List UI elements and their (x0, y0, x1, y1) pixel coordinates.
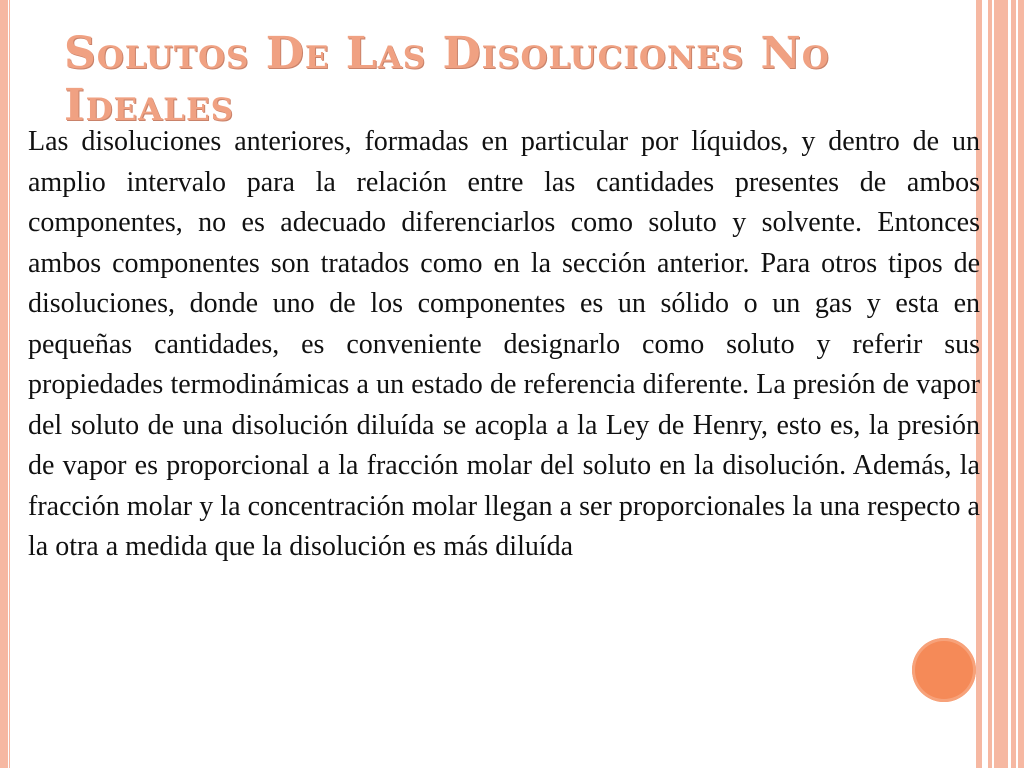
border-stripe (988, 0, 992, 768)
slide-body-text: Las disoluciones anteriores, formadas en particular por líquidos, y dentro de un amplio intervalo para la relación entre las cantidades presentes de ambos componentes, no es adecuado diferenciarlos como soluto y solvente. Entonces ambos componentes son tratados como en la sección anterior. Para otros tipos de disoluciones, donde uno de los componentes es un sólido o un gas y esta en pequeñas cantidades, es conveniente designarlo como soluto y referir sus propiedades termodinámicas a un estado de referencia diferente. La presión de vapor del soluto de una disolución diluída se acopla a la Ley de Henry, esto es, la presión de vapor es proporcional a la fracción molar del soluto en la disolución. Además, la fracción molar y la concentración molar llegan a ser proporcionales la una respecto a la otra a medida que la disolución es más diluída (28, 126, 980, 562)
right-border-decoration (976, 0, 1024, 768)
border-stripe (1018, 0, 1024, 768)
decorative-circle (912, 638, 976, 702)
border-stripe (994, 0, 1008, 768)
slide-title: Solutos De Las Disoluciones No Ideales (64, 28, 830, 131)
border-stripe (1011, 0, 1016, 768)
left-border-decoration (0, 0, 8, 768)
